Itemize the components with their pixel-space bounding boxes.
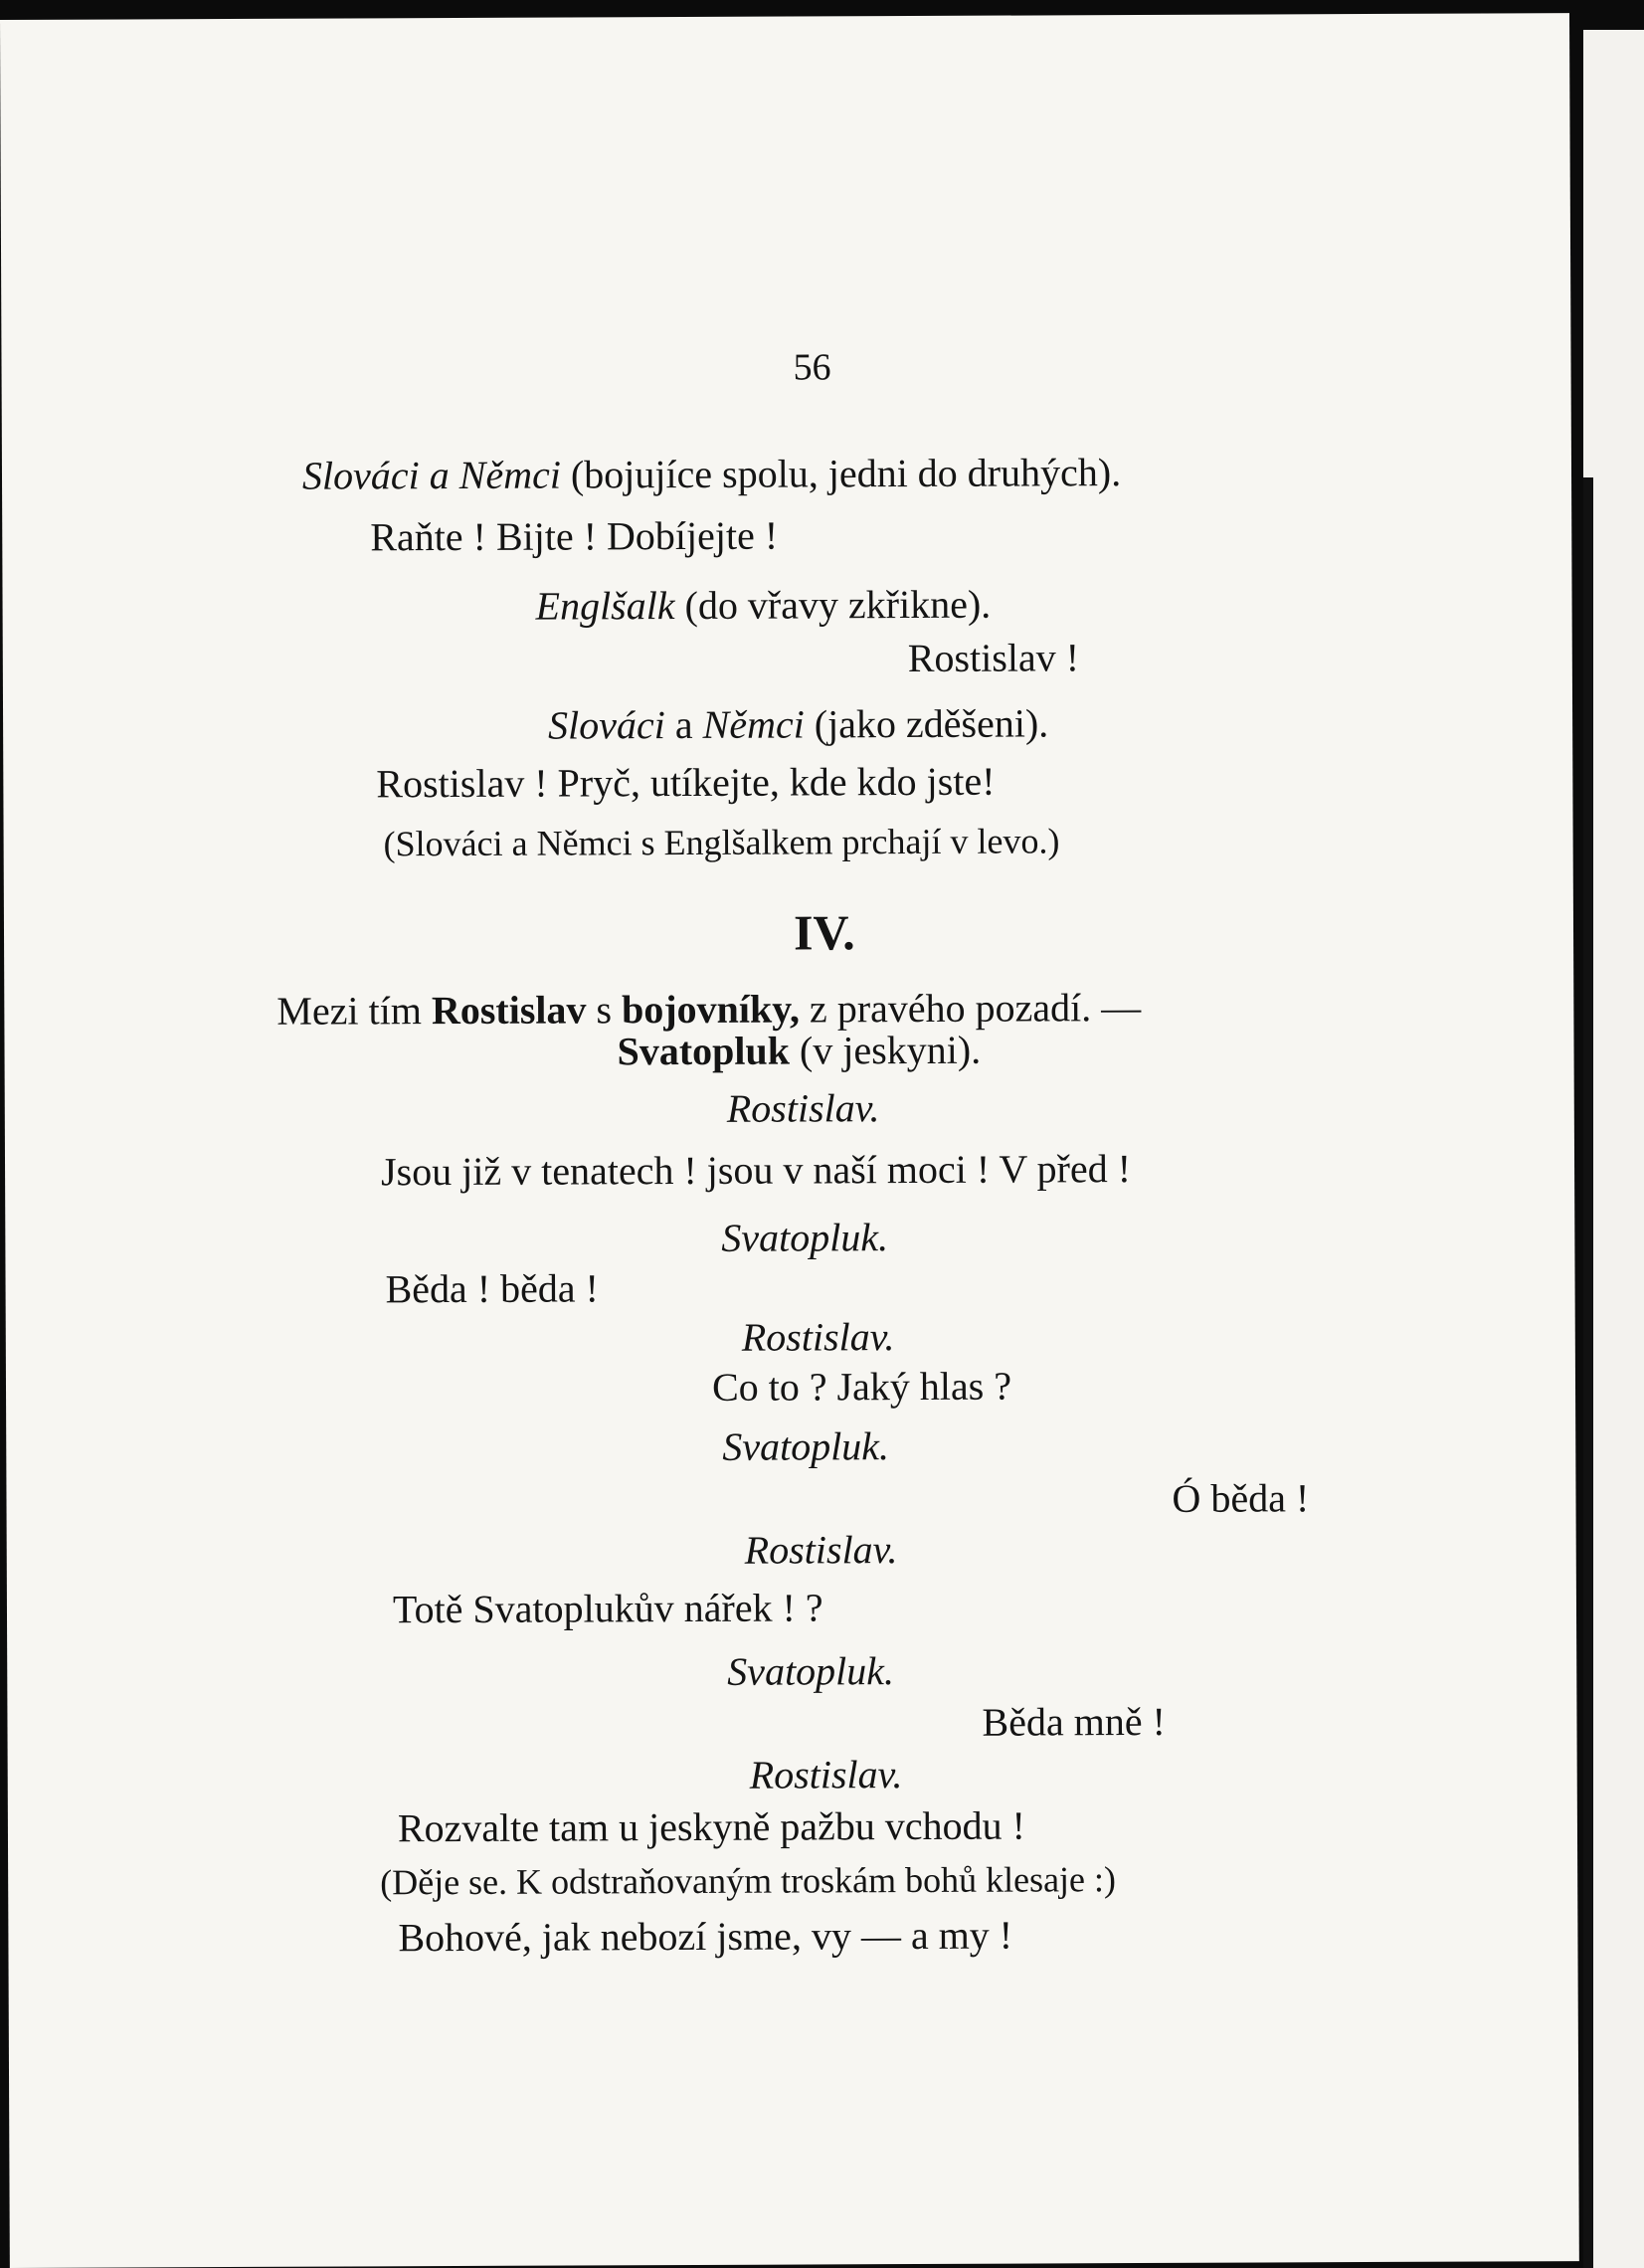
speaker-name: Rostislav. xyxy=(726,1085,880,1131)
stage-direction-3 xyxy=(548,700,1049,748)
character-name: Svatopluk xyxy=(617,1028,791,1074)
speaker-name: Svatopluk. xyxy=(722,1423,890,1469)
direction-text: z pravého pozadí. — xyxy=(799,985,1142,1032)
verse-line: Jsou již v tenatech ! jsou v naší moci ! V před ! xyxy=(380,1146,1132,1195)
stage-direction-1 xyxy=(301,450,1122,498)
verse-line: Totě Svatoplukův nářek ! ? xyxy=(392,1585,823,1632)
stage-direction-7: (Děje se. K odstraňovaným troskám bohů klesaje :) xyxy=(380,1859,1117,1903)
verse-line: Ó běda ! xyxy=(1172,1475,1310,1521)
stage-direction-6 xyxy=(617,1027,982,1074)
stage-direction-4: (Slováci a Němci s Englšalkem prchají v levo.) xyxy=(383,821,1060,864)
verse-line: Co to ? Jaký hlas ? xyxy=(711,1363,1012,1410)
section-heading: IV. xyxy=(793,904,855,961)
verse-line: Běda mně ! xyxy=(982,1698,1166,1745)
direction-text: (jako zděšeni). xyxy=(804,700,1049,747)
speaker-name: Englšalk xyxy=(535,583,675,629)
conjunction: a xyxy=(664,701,703,748)
verse-line: Běda ! běda ! xyxy=(385,1265,600,1312)
character-name: bojovníky, xyxy=(621,986,801,1033)
page-number: 56 xyxy=(793,346,831,389)
stage-direction-5 xyxy=(276,985,1142,1034)
speaker-name: Němci xyxy=(702,701,805,747)
verse-line: Rostislav ! Pryč, utíkejte, kde kdo jste! xyxy=(376,758,996,807)
speaker-name: Rostislav. xyxy=(744,1527,898,1573)
speaker-name: Rostislav. xyxy=(741,1314,895,1360)
direction-text: (do vřavy zkřikne). xyxy=(674,581,992,629)
stage-direction-2 xyxy=(535,581,992,629)
verse-line: Raňte ! Bijte ! Dobíjejte ! xyxy=(370,512,779,560)
character-name: Rostislav xyxy=(431,987,587,1034)
speaker-name: Svatopluk. xyxy=(727,1648,895,1694)
book-page xyxy=(0,13,1579,2268)
verse-line: Rozvalte tam u jeskyně pažbu vchodu ! xyxy=(397,1802,1025,1851)
speaker-name: Slováci xyxy=(548,702,665,748)
speaker-name: Svatopluk. xyxy=(721,1215,889,1260)
direction-text: (bojujíce spolu, jedni do druhých). xyxy=(560,450,1122,497)
speaker-names: Slováci a Němci xyxy=(301,452,562,498)
verse-line: Bohové, jak nebozí jsme, vy — a my ! xyxy=(398,1912,1013,1961)
page-gutter-shadow xyxy=(1583,477,1593,2268)
direction-text: (v jeskyni). xyxy=(789,1027,982,1073)
direction-text: Mezi tím xyxy=(276,988,432,1034)
verse-line: Rostislav ! xyxy=(907,635,1080,681)
direction-text: s xyxy=(586,987,623,1033)
speaker-name: Rostislav. xyxy=(749,1752,903,1797)
